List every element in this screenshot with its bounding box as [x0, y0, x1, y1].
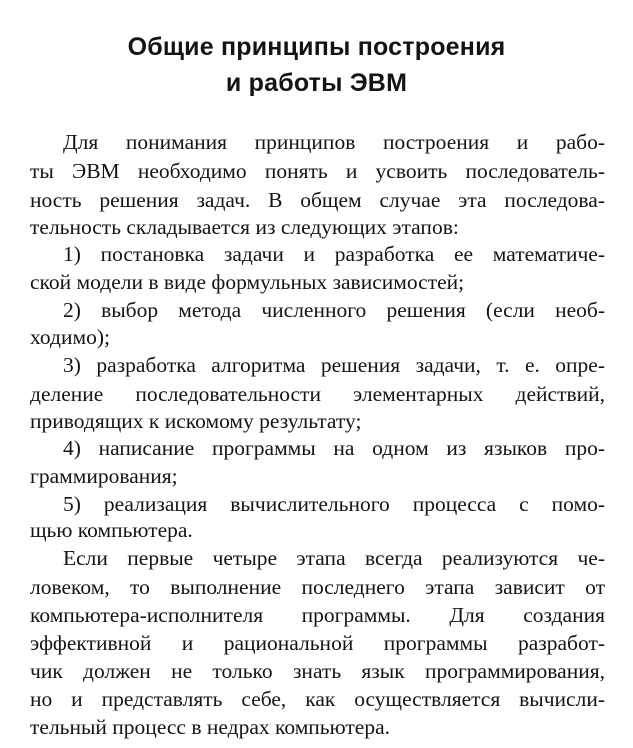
list-item-line: ходимо);	[30, 325, 110, 349]
paragraph-line: ловеком, то выполнение последнего этапа зависит от	[30, 575, 605, 599]
paragraph-line: ность решения задач. В общем случае эта последова-	[30, 188, 605, 212]
paragraph-line: эффективной и рациональной программы разработ-	[30, 631, 605, 655]
list-item-line: ской модели в виде формульных зависимостей;	[30, 270, 465, 294]
list-item-line: щью компьютера.	[30, 518, 193, 542]
list-item-line: 4) написание программы на одном из языков про-	[63, 436, 605, 460]
paragraph-line: но и представлять себе, как осуществляется вычисли-	[30, 687, 605, 711]
list-item-line: 5) реализация вычислительного процесса с помо-	[63, 492, 605, 516]
list-item-line: приводящих к искомому результату;	[30, 409, 362, 433]
paragraph-line: чик должен не только знать язык программирования,	[30, 659, 605, 683]
paragraph-line: тельный процесс в недрах компьютера.	[30, 715, 390, 739]
list-item-line: деление последовательности элементарных действий,	[30, 382, 605, 406]
paragraph-line: Если первые четыре этапа всегда реализуются че-	[63, 546, 605, 570]
paragraph-line: тельность складывается из следующих этапов:	[30, 215, 459, 239]
paragraph-line: ты ЭВМ необходимо понять и усвоить последователь-	[30, 159, 605, 183]
list-item-line: 1) постановка задачи и разработка ее математиче-	[63, 242, 605, 266]
section-title-line-2: и работы ЭВМ	[225, 69, 408, 97]
list-item-line: 3) разработка алгоритма решения задачи, т. е. опре-	[63, 353, 605, 377]
paragraph-line: компьютера-исполнителя программы. Для создания	[30, 603, 605, 627]
section-title-line-1: Общие принципы построения	[127, 33, 506, 61]
paragraph-line: Для понимания принципов построения и рабо-	[63, 130, 605, 154]
list-item-line: 2) выбор метода численного решения (если необ-	[63, 298, 605, 322]
list-item-line: граммирования;	[30, 464, 178, 488]
